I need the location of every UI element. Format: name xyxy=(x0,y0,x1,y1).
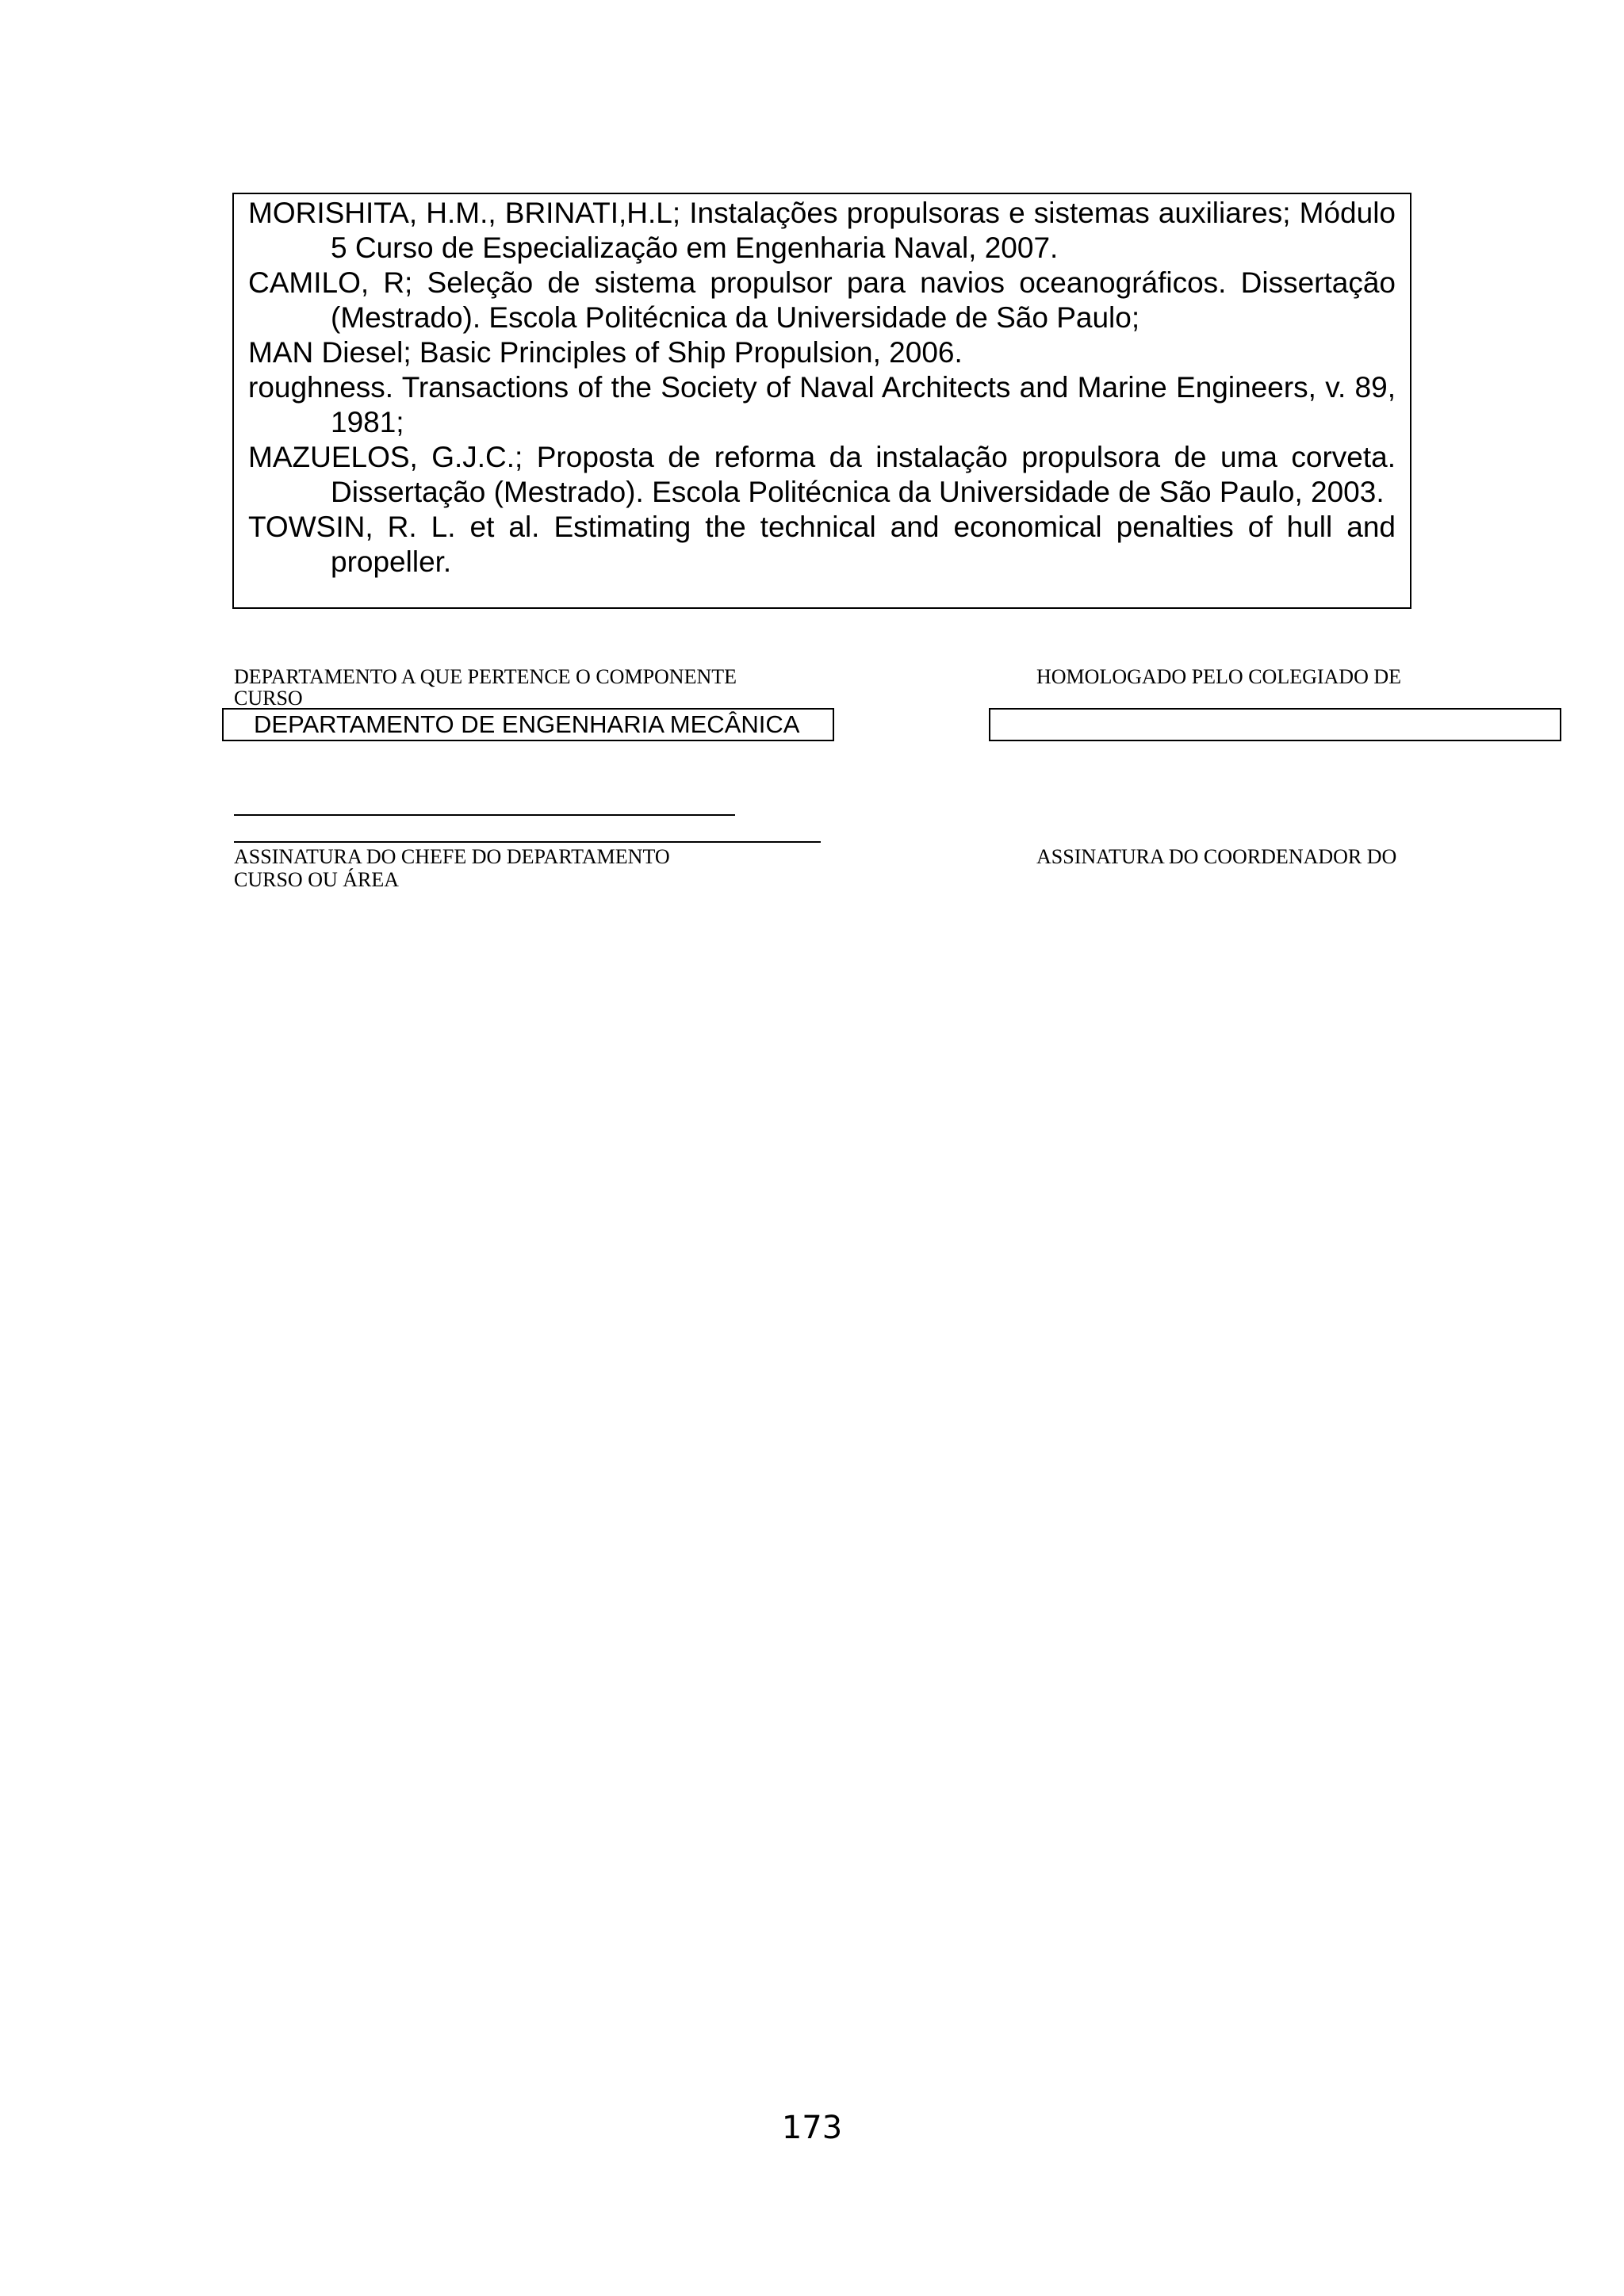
reference-item: MORISHITA, H.M., BRINATI,H.L; Instalações propulsoras e sistemas auxiliares; Módulo 5 Curso de Especialização em Engenharia Naval, 2007. xyxy=(248,197,1396,264)
reference-item: roughness. Transactions of the Society of Naval Architects and Marine Engineers, v. 89, 1981; xyxy=(248,371,1396,438)
department-field: DEPARTAMENTO DE ENGENHARIA MECÂNICA xyxy=(222,708,834,741)
page-number: 173 xyxy=(781,2110,843,2146)
reference-item: MAZUELOS, G.J.C.; Proposta de reforma da instalação propulsora de uma corveta. Dissertação (Mestrado). Escola Politécnica da Universidade de São Paulo, 2003. xyxy=(248,441,1396,508)
department-label: DEPARTAMENTO A QUE PERTENCE O COMPONENTE xyxy=(234,665,737,688)
area-label: CURSO OU ÁREA xyxy=(234,868,400,891)
department-label-continued: CURSO xyxy=(234,687,303,710)
chief-signature-label: ASSINATURA DO CHEFE DO DEPARTAMENTO xyxy=(234,845,670,868)
coordinator-signature-label: ASSINATURA DO COORDENADOR DO xyxy=(1036,845,1397,868)
references-box xyxy=(232,193,1411,609)
homologation-label: HOMOLOGADO PELO COLEGIADO DE xyxy=(1036,665,1402,688)
reference-item: MAN Diesel; Basic Principles of Ship Propulsion, 2006. xyxy=(248,336,963,369)
homologation-field xyxy=(989,708,1561,741)
reference-item: TOWSIN, R. L. et al. Estimating the technical and economical penalties of hull and propeller. xyxy=(248,511,1396,578)
signature-line xyxy=(234,841,821,843)
reference-item: CAMILO, R; Seleção de sistema propulsor para navios oceanográficos. Dissertação (Mestrado). Escola Politécnica da Universidade de São Paulo; xyxy=(248,266,1396,334)
signature-line xyxy=(234,814,735,816)
